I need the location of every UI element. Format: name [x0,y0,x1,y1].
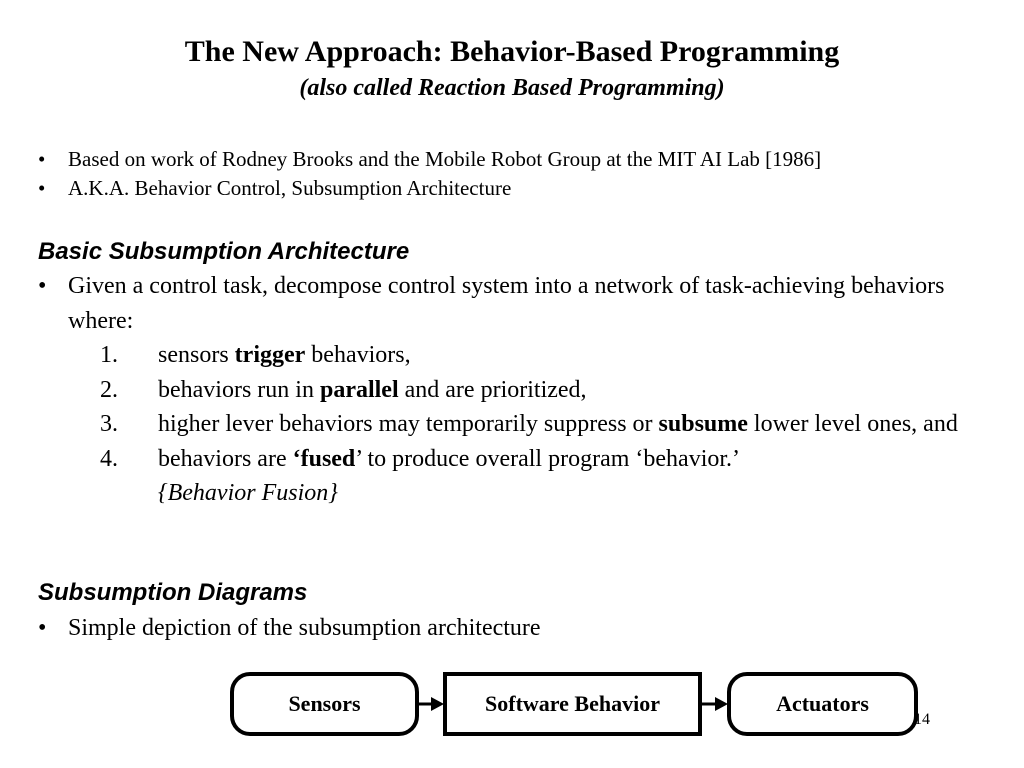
arrow-right-icon [700,694,729,714]
page-number: 14 [914,711,930,728]
software-behavior-box: Software Behavior [443,672,702,736]
arrow-right-icon [417,694,445,714]
item-emphasis: trigger [234,342,306,368]
section-heading-subsumption-diagrams: Subsumption Diagrams [38,579,308,606]
slide-subtitle: (also called Reaction Based Programming) [299,75,725,101]
item-text: behaviors, [305,342,411,368]
section1-bullet-text: Given a control task, decompose control system into a network of task-achieving behaviors where: [68,273,945,334]
item-text: sensors [158,342,235,368]
intro-bullet-item [38,174,998,203]
item-text: and are prioritized, [398,376,587,403]
section2-bullet-text: Simple depiction of the subsumption architecture [68,615,541,641]
numbered-list-item [100,442,1000,511]
item-text: higher lever behaviors may temporarily suppress or [158,411,659,437]
item-text: behaviors run in [158,376,320,403]
bullet-icon: • [38,147,46,171]
list-number: 4. [100,445,118,472]
bullet-icon: • [38,273,47,299]
sensors-box: Sensors [230,672,419,736]
item-emphasis: parallel [319,376,399,403]
section2-bullet [38,611,998,646]
intro-bullet-text: Based on work of Rodney Brooks and the Mobile Robot Group at the MIT AI Lab [1986] [68,147,822,171]
list-number: 2. [100,376,118,403]
bullet-icon: • [38,176,46,200]
intro-bullet-text: A.K.A. Behavior Control, Subsumption Architecture [68,176,512,200]
item-text: lower level ones, and [747,411,958,437]
list-number: 1. [100,342,118,368]
numbered-list-item [100,373,1000,408]
behavior-fusion-note: {Behavior Fusion} [158,480,338,506]
item-text: ’ to produce overall program ‘behavior.’ [355,445,741,472]
bullet-icon: • [38,615,47,641]
item-emphasis: subsume [658,411,748,437]
actuators-box: Actuators [727,672,918,736]
section1-bullet [38,269,998,338]
intro-bullet-item [38,145,998,174]
item-text: behaviors are [158,445,293,472]
item-emphasis: ‘fused [292,445,356,472]
numbered-list-item [100,407,1000,442]
intro-bullet-list [38,145,998,203]
section-heading-basic-subsumption: Basic Subsumption Architecture [38,238,410,265]
slide-title: The New Approach: Behavior-Based Programming [184,35,840,68]
numbered-list-item [100,338,1000,373]
list-number: 3. [100,411,118,437]
numbered-list [100,338,1000,511]
